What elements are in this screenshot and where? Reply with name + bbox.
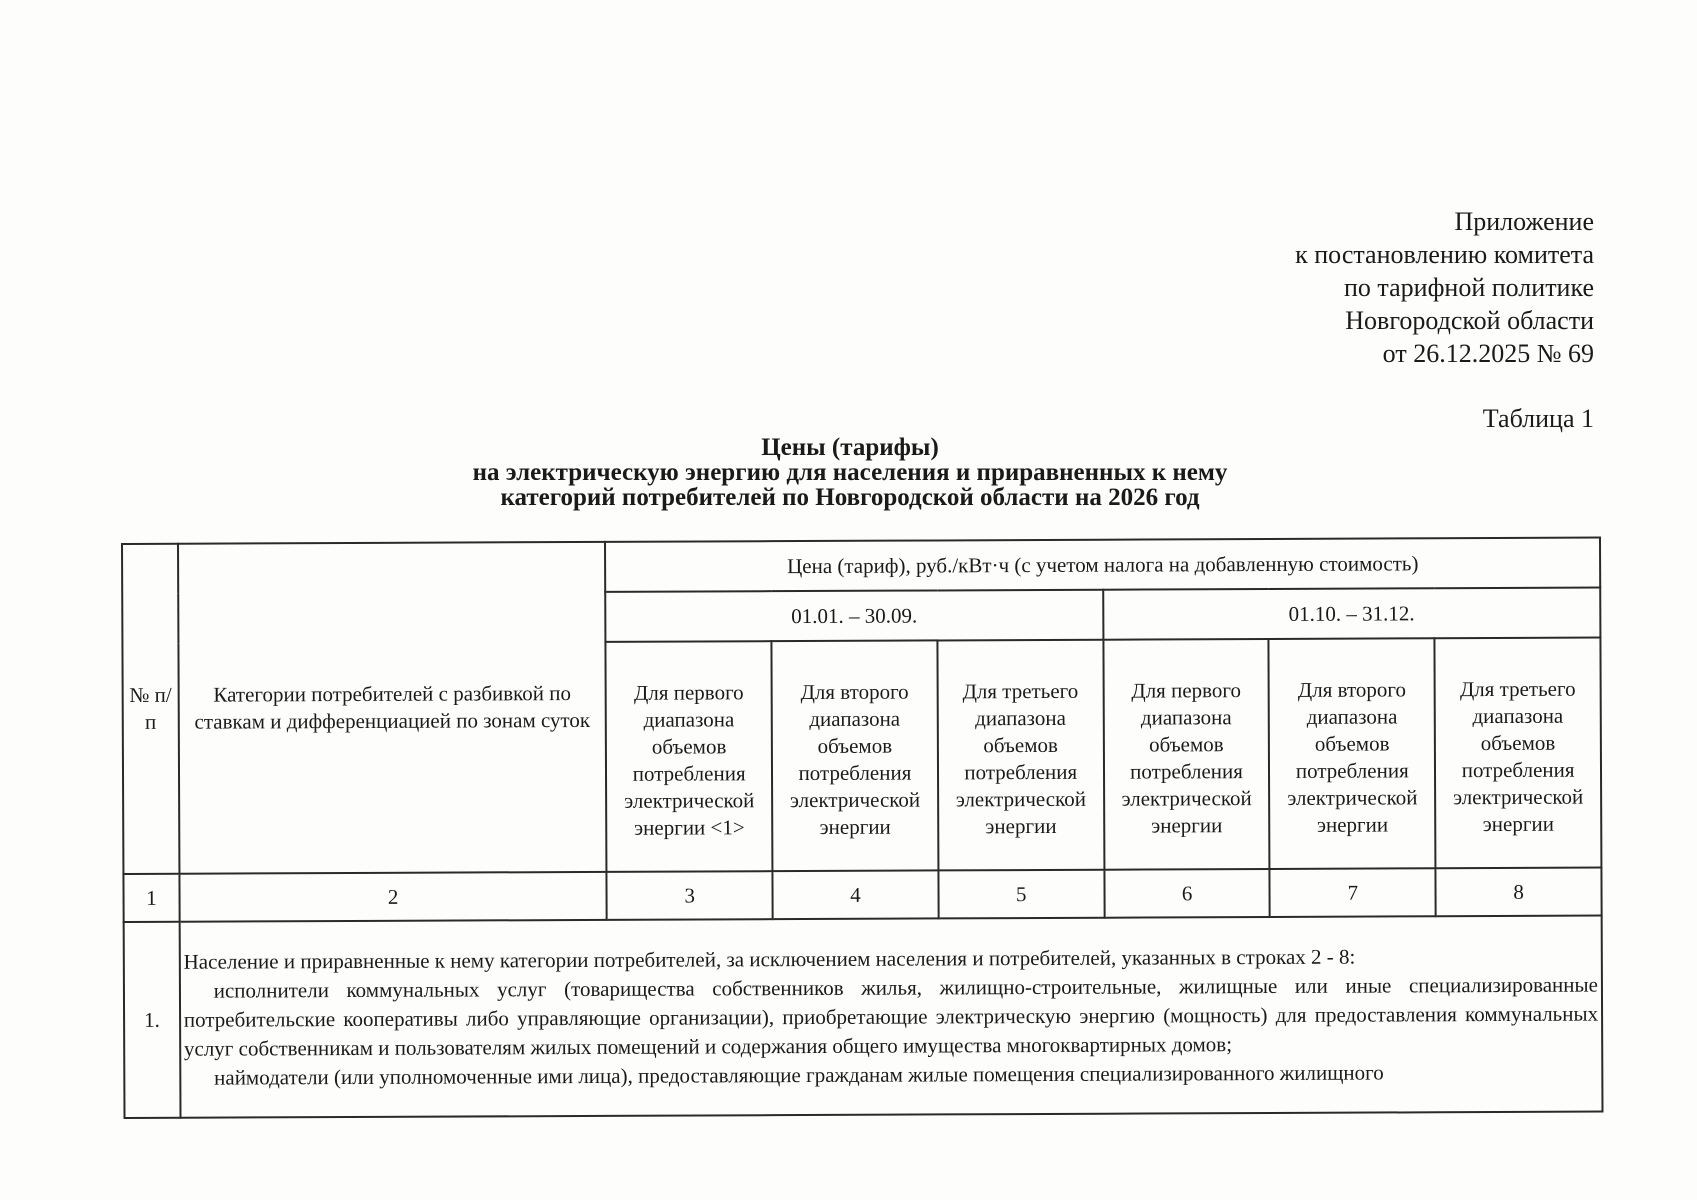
header-range: Для третьего диапазона объемов потребления электрической энергии [1435,638,1602,869]
column-number: 3 [607,871,773,920]
row-number: 1. [124,922,181,1118]
header-range: Для второго диапазона объемов потребления электрической энергии [771,640,938,871]
appendix-line: Новгородской области [1345,306,1594,335]
column-number: 1 [123,874,179,922]
column-number: 2 [179,872,607,922]
header-price: Цена (тариф), руб./кВт·ч (с учетом налога на добавленную стоимость) [605,538,1600,592]
appendix-block [1295,205,1594,370]
document-title [300,435,1400,510]
column-number: 5 [938,870,1104,919]
column-number: 4 [773,870,939,919]
title-line: на электрическую энергию для населения и приравненных к нему [472,459,1228,486]
row-description [179,916,1602,1118]
column-number: 8 [1436,868,1602,917]
row-paragraph: Население и приравненные к нему категории потребителей, за исключением населения и потребителей, указанных в строках 2 - 8: [183,944,1356,974]
header-range: Для третьего диапазона объемов потребления электрической энергии [937,640,1104,871]
header-row-price [122,538,1600,594]
header-period: 01.10. – 31.12. [1103,588,1601,640]
column-number: 7 [1270,868,1436,917]
row-paragraph: исполнители коммунальных услуг (товарищества собственников жилья, жилищно-строительные, жилищные или иные специализированные потребительские кооперативы либо управляющие организации), приобретающие электрическую энергию (мощность) для предоставления коммунальных услуг собственникам и пользователям жилых помещений и содержания общего имущества многоквартирных домов; [183,972,1599,1061]
table-row [124,916,1603,1118]
column-number: 6 [1104,869,1270,918]
header-period: 01.01. – 30.09. [605,590,1103,642]
row-paragraph: наймодатели (или уполномоченные ими лица), предоставляющие гражданам жилые помещения специализированного жилищного [214,1059,1384,1090]
header-range: Для первого диапазона объемов потребления электрической энергии <1> [606,641,773,872]
table-number-label: Таблица 1 [1482,404,1594,433]
header-range: Для второго диапазона объемов потребления электрической энергии [1269,638,1436,869]
appendix-line: по тарифной политике [1344,273,1594,302]
appendix-line: к постановлению комитета [1295,240,1594,269]
title-line: категорий потребителей по Новгородской области на 2026 год [500,484,1200,511]
header-row-column-numbers [123,868,1601,922]
header-range: Для первого диапазона объемов потребления электрической энергии [1103,639,1270,870]
tariff-table [121,537,1603,1119]
row-text-container [184,941,1599,1092]
header-category: Категории потребителей с разбивкой по ставкам и дифференциацией по зонам суток [178,542,607,874]
appendix-line: Приложение [1454,207,1594,236]
appendix-line: от 26.12.2025 № 69 [1382,339,1594,368]
title-line: Цены (тарифы) [761,434,939,461]
header-num: № п/п [122,544,179,874]
